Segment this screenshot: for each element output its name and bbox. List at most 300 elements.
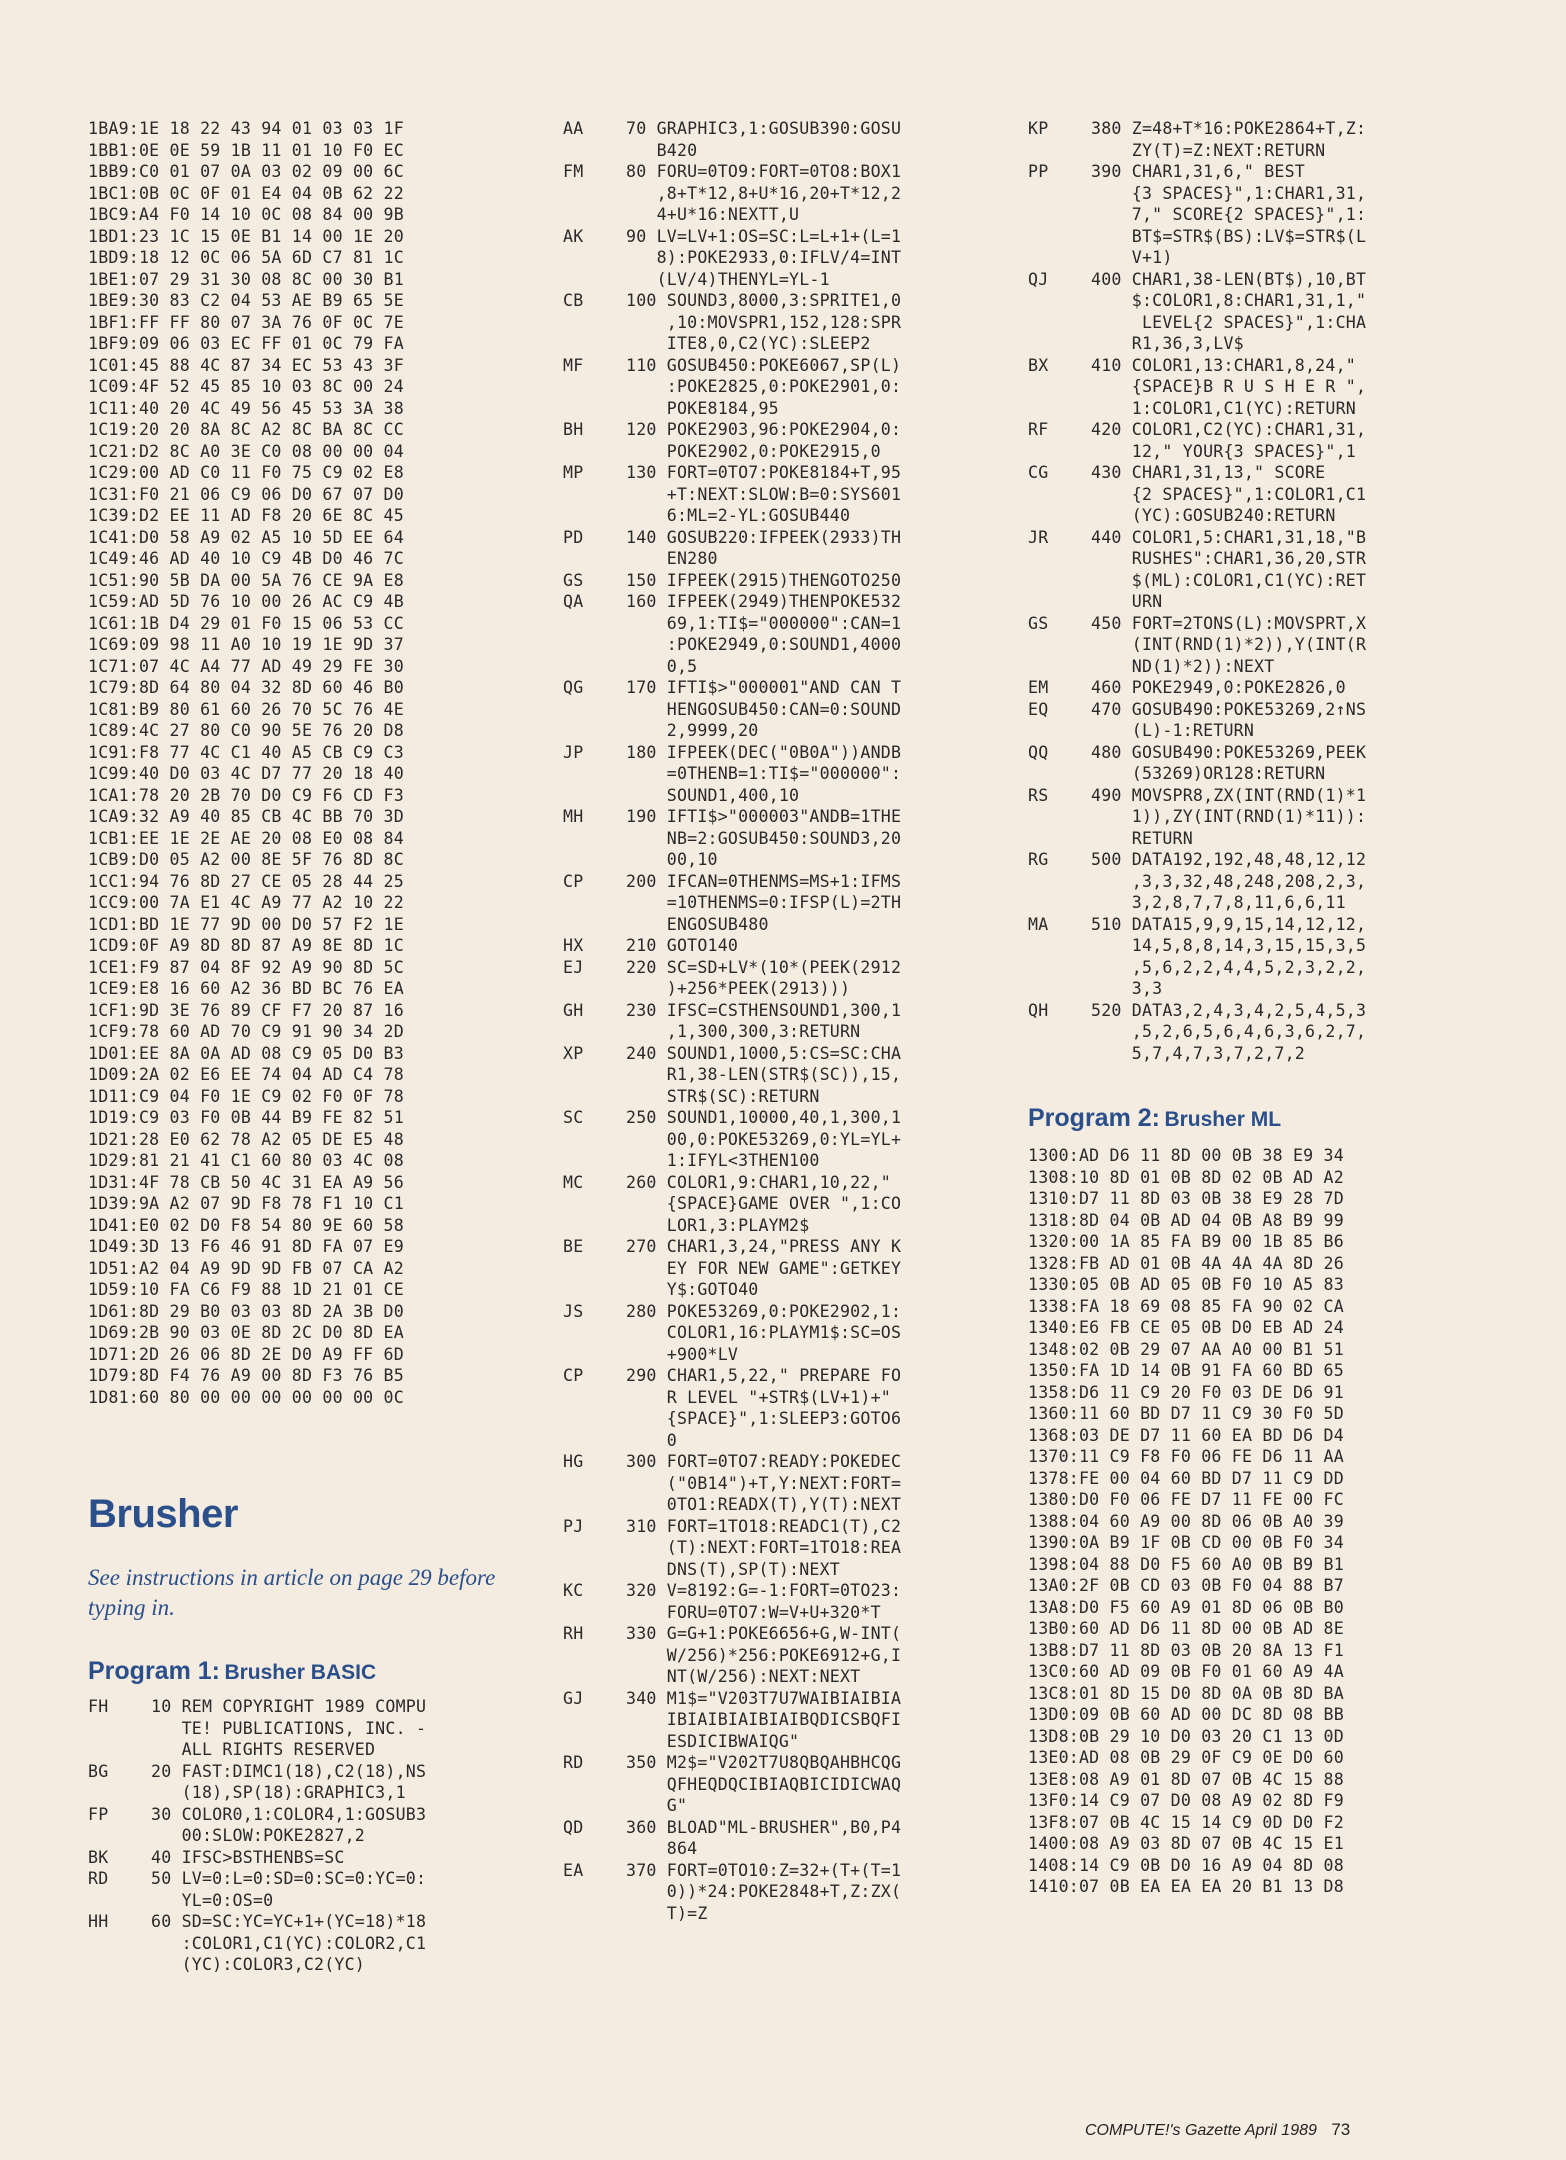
basic-line <box>88 1911 528 1933</box>
hex-line: 1BC1:0B 0C 0F 01 E4 04 0B 62 22 <box>88 183 404 203</box>
basic-line-continuation: BT$=STR$(BS):LV$=STR$(L <box>1091 226 1367 246</box>
basic-line-continuation: 4+U*16:NEXTT,U <box>626 205 800 224</box>
basic-line-continuation: (L)-1:RETURN <box>1091 721 1255 740</box>
basic-line-text: 450 FORT=2TONS(L):MOVSPRT,X <box>1091 613 1367 633</box>
checksum-code: GS <box>1028 613 1049 633</box>
checksum-code: CP <box>563 1366 584 1385</box>
basic-line-text: 40 IFSC>BSTHENBS=SC <box>151 1847 345 1867</box>
hex-line: 1C61:1B D4 29 01 F0 15 06 53 CC <box>88 613 404 633</box>
basic-line <box>1028 677 1488 699</box>
basic-line-continuation: {SPACE}",1:SLEEP3:GOTO6 <box>626 1409 902 1428</box>
hex-line: 1BE1:07 29 31 30 08 8C 00 30 B1 <box>88 269 404 289</box>
hex-line: 1C31:F0 21 06 C9 06 D0 67 07 D0 <box>88 484 404 504</box>
basic-line <box>1028 914 1488 936</box>
basic-line-text: 460 POKE2949,0:POKE2826,0 <box>1091 678 1346 697</box>
basic-line-continuation: Y$:GOTO40 <box>626 1280 759 1299</box>
basic-line-text: 240 SOUND1,1000,5:CS=SC:CHA <box>626 1043 902 1063</box>
right-column <box>1028 118 1488 1898</box>
basic-line <box>563 1172 1003 1194</box>
basic-line-continuation: ENGOSUB480 <box>626 914 769 934</box>
basic-line-continuation: 5,7,4,7,3,7,2,7,2 <box>1091 1043 1305 1063</box>
program1-heading <box>88 1657 528 1686</box>
basic-line-continuation: (53269)OR128:RETURN <box>1091 764 1326 783</box>
checksum-code: FH <box>88 1697 109 1716</box>
ml-hex-line: 1348:02 0B 29 07 AA A0 00 B1 51 <box>1028 1339 1344 1359</box>
hex-line: 1CD1:BD 1E 77 9D 00 D0 57 F2 1E <box>88 914 404 934</box>
basic-line-continuation: ND(1)*2)):NEXT <box>1091 656 1275 676</box>
checksum-code: RD <box>88 1869 109 1888</box>
basic-line <box>563 118 1003 140</box>
basic-line-text: 30 COLOR0,1:COLOR4,1:GOSUB3 <box>151 1804 427 1824</box>
basic-line-continuation: TE! PUBLICATIONS, INC. - <box>151 1718 427 1738</box>
basic-line-text: 320 V=8192:G=-1:FORT=0TO23: <box>626 1581 902 1600</box>
hex-line: 1D11:C9 04 F0 1E C9 02 F0 0F 78 <box>88 1086 404 1106</box>
checksum-code: MH <box>563 807 584 826</box>
basic-line-continuation: NB=2:GOSUB450:SOUND3,20 <box>626 828 902 848</box>
hex-line: 1C19:20 20 8A 8C A2 8C BA 8C CC <box>88 420 404 439</box>
basic-line-text: 340 M1$="V203T7U7WAIBIAIBIA <box>626 1688 902 1708</box>
basic-line-text: 50 LV=0:L=0:SD=0:SC=0:YC=0: <box>151 1869 427 1888</box>
basic-line-continuation: 8):POKE2933,0:IFLV/4=INT <box>626 248 902 267</box>
basic-line-text: 260 COLOR1,9:CHAR1,10,22," <box>626 1172 891 1192</box>
basic-line <box>563 355 1003 377</box>
checksum-code: QD <box>563 1817 584 1837</box>
basic-line-continuation: 14,5,8,8,14,3,15,15,3,5 <box>1091 936 1367 955</box>
checksum-code: XP <box>563 1043 584 1063</box>
basic-line-continuation: EN280 <box>626 549 718 568</box>
ml-hex-line: 1408:14 C9 0B D0 16 A9 04 8D 08 <box>1028 1855 1344 1875</box>
hex-line: 1CD9:0F A9 8D 8D 87 A9 8E 8D 1C <box>88 936 404 955</box>
basic-line-text: 230 IFSC=CSTHENSOUND1,300,1 <box>626 1000 902 1020</box>
hex-line: 1C39:D2 EE 11 AD F8 20 6E 8C 45 <box>88 506 404 525</box>
left-column <box>88 118 528 1976</box>
hex-line: 1BB9:C0 01 07 0A 03 02 09 00 6C <box>88 162 404 181</box>
basic-line <box>1028 355 1488 377</box>
basic-line-continuation: STR$(SC):RETURN <box>626 1086 820 1106</box>
checksum-code: QJ <box>1028 269 1049 289</box>
checksum-code: RS <box>1028 785 1049 805</box>
hex-line: 1C29:00 AD C0 11 F0 75 C9 02 E8 <box>88 463 404 482</box>
ml-hex-line: 1318:8D 04 0B AD 04 0B A8 B9 99 <box>1028 1210 1344 1230</box>
basic-line-text: 310 FORT=1TO18:READC1(T),C2 <box>626 1516 902 1536</box>
ml-hex-line: 1308:10 8D 01 0B 8D 02 0B AD A2 <box>1028 1167 1344 1187</box>
ml-hex-listing <box>1028 1145 1488 1898</box>
program1-label: Program 1: <box>88 1657 220 1685</box>
checksum-code: FM <box>563 162 584 181</box>
basic-line <box>563 1516 1003 1538</box>
checksum-code: MA <box>1028 914 1049 934</box>
basic-line <box>563 1451 1003 1473</box>
basic-line-continuation: IBIAIBIAIBIAIBQDICSBQFI <box>626 1710 902 1729</box>
article-title: Brusher <box>88 1492 238 1536</box>
ml-hex-line: 1380:D0 F0 06 FE D7 11 FE 00 FC <box>1028 1490 1344 1509</box>
ml-hex-line: 13F0:14 C9 07 D0 08 A9 02 8D F9 <box>1028 1791 1344 1810</box>
basic-line <box>563 1817 1003 1839</box>
hex-line: 1D69:2B 90 03 0E 8D 2C D0 8D EA <box>88 1323 404 1342</box>
basic-line-text: 160 IFPEEK(2949)THENPOKE532 <box>626 592 902 611</box>
basic-line-continuation: +900*LV <box>626 1344 739 1364</box>
hex-line: 1BF1:FF FF 80 07 3A 76 0F 0C 7E <box>88 312 404 332</box>
basic-line <box>563 1043 1003 1065</box>
basic-line-text: 290 CHAR1,5,22," PREPARE FO <box>626 1366 902 1385</box>
basic-line-continuation: 0 <box>626 1430 677 1450</box>
basic-line <box>563 935 1003 957</box>
basic-line-continuation: NT(W/256):NEXT:NEXT <box>626 1667 861 1686</box>
basic-line-text: 420 COLOR1,C2(YC):CHAR1,31, <box>1091 420 1367 439</box>
ml-hex-line: 1330:05 0B AD 05 0B F0 10 A5 83 <box>1028 1275 1344 1294</box>
hex-line: 1C71:07 4C A4 77 AD 49 29 FE 30 <box>88 656 404 676</box>
basic-line <box>1028 419 1488 441</box>
hex-line: 1D19:C9 03 F0 0B 44 B9 FE 82 51 <box>88 1108 404 1127</box>
ml-hex-line: 1370:11 C9 F8 F0 06 FE D6 11 AA <box>1028 1447 1344 1466</box>
basic-line-continuation: LOR1,3:PLAYM2$ <box>626 1215 810 1235</box>
basic-line-continuation: (YC):GOSUB240:RETURN <box>1091 506 1336 525</box>
basic-line-text: 140 GOSUB220:IFPEEK(2933)TH <box>626 527 902 547</box>
basic-line-text: 330 G=G+1:POKE6656+G,W-INT( <box>626 1624 902 1643</box>
checksum-code: EQ <box>1028 699 1049 719</box>
hex-line: 1CF9:78 60 AD 70 C9 91 90 34 2D <box>88 1022 404 1041</box>
checksum-code: BG <box>88 1761 109 1781</box>
basic-line-continuation: DNS(T),SP(T):NEXT <box>626 1559 840 1579</box>
basic-line-text: 360 BLOAD"ML-BRUSHER",B0,P4 <box>626 1817 902 1837</box>
hex-line: 1C79:8D 64 80 04 32 8D 60 46 B0 <box>88 678 404 697</box>
basic-line <box>563 290 1003 312</box>
basic-line-continuation: $:COLOR1,8:CHAR1,31,1," <box>1091 291 1367 310</box>
basic-line-continuation: 00:SLOW:POKE2827,2 <box>151 1826 365 1845</box>
program1-name: Brusher BASIC <box>224 1661 377 1684</box>
basic-line <box>563 226 1003 248</box>
basic-line-continuation: FORU=0TO7:W=V+U+320*T <box>626 1602 881 1622</box>
basic-line <box>563 1236 1003 1258</box>
middle-column <box>563 118 1003 1924</box>
checksum-code: HH <box>88 1912 109 1931</box>
hex-line: 1D29:81 21 41 C1 60 80 03 4C 08 <box>88 1151 404 1170</box>
checksum-code: MC <box>563 1172 584 1192</box>
basic-line <box>563 1107 1003 1129</box>
ml-hex-line: 1320:00 1A 85 FA B9 00 1B 85 B6 <box>1028 1232 1344 1251</box>
hex-line: 1C51:90 5B DA 00 5A 76 CE 9A E8 <box>88 570 404 590</box>
basic-line-continuation: B420 <box>626 140 698 160</box>
checksum-code: CB <box>563 291 584 310</box>
checksum-code: CG <box>1028 463 1049 482</box>
checksum-code: RF <box>1028 420 1049 439</box>
hex-line: 1D59:10 FA C6 F9 88 1D 21 01 CE <box>88 1280 404 1299</box>
basic-line <box>563 957 1003 979</box>
basic-line-text: 490 MOVSPR8,ZX(INT(RND(1)*1 <box>1091 785 1367 805</box>
ml-hex-line: 1350:FA 1D 14 0B 91 FA 60 BD 65 <box>1028 1361 1344 1380</box>
checksum-code: BK <box>88 1847 109 1867</box>
basic-line-text: 90 LV=LV+1:OS=SC:L=L+1+(L=1 <box>626 226 902 246</box>
hex-line: 1C89:4C 27 80 C0 90 5E 76 20 D8 <box>88 721 404 740</box>
basic-line-continuation: 0TO1:READX(T),Y(T):NEXT <box>626 1495 902 1514</box>
basic-line <box>563 1365 1003 1387</box>
checksum-code: JP <box>563 742 584 762</box>
hex-dump-listing <box>88 118 528 1408</box>
basic-line-continuation: ,1,300,300,3:RETURN <box>626 1022 861 1041</box>
basic-line <box>1028 613 1488 635</box>
basic-line-continuation: =10THENMS=0:IFSP(L)=2TH <box>626 893 902 912</box>
basic-line-text: 130 FORT=0TO7:POKE8184+T,95 <box>626 463 902 482</box>
ml-hex-line: 13C0:60 AD 09 0B F0 01 60 A9 4A <box>1028 1662 1344 1681</box>
basic-line-text: 480 GOSUB490:POKE53269,PEEK <box>1091 742 1367 762</box>
basic-line-continuation: {2 SPACES}",1:COLOR1,C1 <box>1091 484 1367 504</box>
ml-hex-line: 13B0:60 AD D6 11 8D 00 0B AD 8E <box>1028 1619 1344 1638</box>
hex-line: 1D49:3D 13 F6 46 91 8D FA 07 E9 <box>88 1237 404 1256</box>
basic-line <box>563 1688 1003 1710</box>
basic-listing-part-1 <box>88 1696 528 1976</box>
basic-line-continuation: W/256)*256:POKE6912+G,I <box>626 1645 902 1665</box>
checksum-code: FP <box>88 1804 109 1824</box>
hex-line: 1CA1:78 20 2B 70 D0 C9 F6 CD F3 <box>88 785 404 805</box>
basic-line-continuation: ,8+T*12,8+U*16,20+T*12,2 <box>626 183 902 203</box>
ml-hex-line: 13B8:D7 11 8D 03 0B 20 8A 13 F1 <box>1028 1640 1344 1660</box>
basic-line-text: 430 CHAR1,31,13," SCORE <box>1091 463 1326 482</box>
basic-line-text: 280 POKE53269,0:POKE2902,1: <box>626 1301 902 1321</box>
checksum-code: GS <box>563 570 584 590</box>
basic-line-continuation: 00,10 <box>626 850 718 869</box>
basic-line-continuation: 7," SCORE{2 SPACES}",1: <box>1091 205 1367 224</box>
basic-line <box>563 161 1003 183</box>
checksum-code: AK <box>563 226 584 246</box>
hex-line: 1C01:45 88 4C 87 34 EC 53 43 3F <box>88 355 404 375</box>
basic-line <box>563 677 1003 699</box>
basic-line-continuation: (INT(RND(1)*2)),Y(INT(R <box>1091 635 1367 654</box>
basic-line-text: 220 SC=SD+LV*(10*(PEEK(2912 <box>626 957 902 977</box>
hex-line: 1D61:8D 29 B0 03 03 8D 2A 3B D0 <box>88 1301 404 1321</box>
hex-line: 1CC1:94 76 8D 27 CE 05 28 44 25 <box>88 871 404 891</box>
checksum-code: EJ <box>563 957 584 977</box>
basic-line <box>563 527 1003 549</box>
basic-line <box>563 806 1003 828</box>
hex-line: 1C11:40 20 4C 49 56 45 53 3A 38 <box>88 398 404 418</box>
basic-line-continuation: RUSHES":CHAR1,36,20,STR <box>1091 549 1367 568</box>
ml-hex-line: 1368:03 DE D7 11 60 EA BD D6 D4 <box>1028 1425 1344 1445</box>
hex-line: 1C69:09 98 11 A0 10 19 1E 9D 37 <box>88 635 404 654</box>
basic-line-continuation: HENGOSUB450:CAN=0:SOUND <box>626 699 902 719</box>
checksum-code: RD <box>563 1753 584 1772</box>
checksum-code: QG <box>563 678 584 697</box>
basic-line-text: 510 DATA15,9,9,15,14,12,12, <box>1091 914 1367 934</box>
basic-line-continuation: ,3,3,32,48,248,208,2,3, <box>1091 871 1367 891</box>
hex-line: 1BD1:23 1C 15 0E B1 14 00 1E 20 <box>88 226 404 246</box>
basic-line-text: 470 GOSUB490:POKE53269,2↑NS <box>1091 699 1367 719</box>
checksum-code: QH <box>1028 1000 1049 1020</box>
basic-line-continuation: 3,2,8,7,7,8,11,6,6,11 <box>1091 893 1346 912</box>
basic-line <box>1028 849 1488 871</box>
basic-line-continuation: 69,1:TI$="000000":CAN=1 <box>626 613 902 633</box>
basic-line <box>88 1868 528 1890</box>
basic-line-continuation: {SPACE}GAME OVER ",1:CO <box>626 1194 902 1213</box>
basic-line-continuation: :POKE2825,0:POKE2901,0: <box>626 377 902 396</box>
checksum-code: RG <box>1028 850 1049 869</box>
basic-line <box>88 1696 528 1718</box>
basic-line-continuation: QFHEQDQCIBIAQBICIDICWAQ <box>626 1774 902 1794</box>
page-footer <box>1085 2120 1505 2140</box>
basic-line-continuation: EY FOR NEW GAME":GETKEY <box>626 1258 902 1278</box>
hex-line: 1D41:E0 02 D0 F8 54 80 9E 60 58 <box>88 1215 404 1235</box>
hex-line: 1D01:EE 8A 0A AD 08 C9 05 D0 B3 <box>88 1043 404 1063</box>
hex-line: 1C99:40 D0 03 4C D7 77 20 18 40 <box>88 764 404 783</box>
hex-line: 1BC9:A4 F0 14 10 0C 08 84 00 9B <box>88 205 404 224</box>
basic-line-text: 120 POKE2903,96:POKE2904,0: <box>626 420 902 439</box>
basic-line-text: 170 IFTI$>"000001"AND CAN T <box>626 678 902 697</box>
basic-line-continuation: R LEVEL "+STR$(LV+1)+" <box>626 1387 891 1407</box>
ml-hex-line: 13F8:07 0B 4C 15 14 C9 0D D0 F2 <box>1028 1812 1344 1832</box>
basic-line <box>1028 742 1488 764</box>
basic-line-continuation: 1:IFYL<3THEN100 <box>626 1151 820 1170</box>
basic-line <box>1028 118 1488 140</box>
ml-hex-line: 13A8:D0 F5 60 A9 01 8D 06 0B B0 <box>1028 1597 1344 1617</box>
basic-line-continuation: COLOR1,16:PLAYM1$:SC=OS <box>626 1323 902 1342</box>
basic-line <box>88 1804 528 1826</box>
hex-line: 1C21:D2 8C A0 3E C0 08 00 00 04 <box>88 441 404 461</box>
basic-line-text: 520 DATA3,2,4,3,4,2,5,4,5,3 <box>1091 1000 1367 1020</box>
basic-line <box>563 1860 1003 1882</box>
basic-line <box>563 742 1003 764</box>
basic-line-continuation: {SPACE}B R U S H E R ", <box>1091 377 1367 396</box>
basic-line <box>1028 699 1488 721</box>
basic-line-continuation: URN <box>1091 592 1163 611</box>
hex-line: 1CF1:9D 3E 76 89 CF F7 20 87 16 <box>88 1000 404 1020</box>
basic-line-continuation: (YC):COLOR3,C2(YC) <box>151 1955 365 1974</box>
basic-line <box>563 591 1003 613</box>
checksum-code: QQ <box>1028 742 1049 762</box>
basic-line-continuation: ,5,2,6,5,6,4,6,3,6,2,7, <box>1091 1022 1367 1041</box>
basic-line-text: 390 CHAR1,31,6," BEST <box>1091 162 1305 181</box>
checksum-code: PP <box>1028 162 1049 181</box>
basic-line-continuation: 0,5 <box>626 656 698 676</box>
checksum-code: SC <box>563 1108 584 1127</box>
basic-line-text: 70 GRAPHIC3,1:GOSUB390:GOSU <box>626 119 902 138</box>
hex-line: 1CC9:00 7A E1 4C A9 77 A2 10 22 <box>88 893 404 912</box>
hex-line: 1C81:B9 80 61 60 26 70 5C 76 4E <box>88 699 404 719</box>
basic-line-text: 300 FORT=0TO7:READY:POKEDEC <box>626 1452 902 1471</box>
ml-hex-line: 1378:FE 00 04 60 BD D7 11 C9 DD <box>1028 1468 1344 1488</box>
hex-line: 1CE9:E8 16 60 A2 36 BD BC 76 EA <box>88 979 404 998</box>
ml-hex-line: 1338:FA 18 69 08 85 FA 90 02 CA <box>1028 1296 1344 1316</box>
basic-line <box>563 1000 1003 1022</box>
hex-line: 1D51:A2 04 A9 9D 9D FB 07 CA A2 <box>88 1258 404 1278</box>
basic-line <box>1028 785 1488 807</box>
basic-line-continuation: 6:ML=2-YL:GOSUB440 <box>626 506 851 525</box>
basic-line <box>1028 527 1488 549</box>
issue-date: April 1989 <box>1244 2122 1317 2139</box>
basic-line-continuation: 1:COLOR1,C1(YC):RETURN <box>1091 398 1356 418</box>
program2-heading <box>1028 1104 1488 1133</box>
basic-line-continuation: LEVEL{2 SPACES}",1:CHA <box>1091 312 1367 332</box>
basic-line-continuation: 00,0:POKE53269,0:YL=YL+ <box>626 1129 902 1149</box>
checksum-code: PJ <box>563 1516 584 1536</box>
basic-line-continuation: 3,3 <box>1091 979 1163 998</box>
ml-hex-line: 1398:04 88 D0 F5 60 A0 0B B9 B1 <box>1028 1554 1344 1574</box>
basic-line-continuation: ("0B14")+T,Y:NEXT:FORT= <box>626 1473 902 1493</box>
basic-line-continuation: (T):NEXT:FORT=1TO18:REA <box>626 1538 902 1557</box>
checksum-code: EM <box>1028 678 1049 697</box>
hex-line: 1D21:28 E0 62 78 A2 05 DE E5 48 <box>88 1129 404 1149</box>
hex-line: 1C91:F8 77 4C C1 40 A5 CB C9 C3 <box>88 742 404 762</box>
basic-line <box>563 1623 1003 1645</box>
basic-line <box>563 1580 1003 1602</box>
basic-line-continuation: SOUND1,400,10 <box>626 785 800 805</box>
checksum-code: GH <box>563 1000 584 1020</box>
ml-hex-line: 13D8:0B 29 10 D0 03 20 C1 13 0D <box>1028 1726 1344 1746</box>
basic-line <box>563 871 1003 893</box>
basic-line-continuation: YL=0:OS=0 <box>151 1890 274 1910</box>
ml-hex-line: 13A0:2F 0B CD 03 0B F0 04 88 B7 <box>1028 1576 1344 1595</box>
basic-line-continuation: =0THENB=1:TI$="000000": <box>626 764 902 783</box>
basic-line-continuation: ZY(T)=Z:NEXT:RETURN <box>1091 140 1326 160</box>
hex-line: 1BF9:09 06 03 EC FF 01 0C 79 FA <box>88 334 404 353</box>
basic-line <box>1028 269 1488 291</box>
basic-line-text: 60 SD=SC:YC=YC+1+(YC=18)*18 <box>151 1912 427 1931</box>
basic-line-text: 150 IFPEEK(2915)THENGOTO250 <box>626 570 902 590</box>
checksum-code: CP <box>563 871 584 891</box>
checksum-code: MF <box>563 355 584 375</box>
hex-line: 1CB9:D0 05 A2 00 8E 5F 76 8D 8C <box>88 850 404 869</box>
ml-hex-line: 13C8:01 8D 15 D0 8D 0A 0B 8D BA <box>1028 1683 1344 1703</box>
program2-name: Brusher ML <box>1164 1108 1282 1131</box>
checksum-code: BH <box>563 420 584 439</box>
magazine-name: COMPUTE!'s Gazette <box>1085 2122 1241 2139</box>
checksum-code: JR <box>1028 527 1049 547</box>
program2-label: Program 2: <box>1028 1104 1160 1132</box>
hex-line: 1BA9:1E 18 22 43 94 01 03 03 1F <box>88 119 404 138</box>
basic-line-continuation: R1,36,3,LV$ <box>1091 334 1244 353</box>
basic-line-text: 200 IFCAN=0THENMS=MS+1:IFMS <box>626 871 902 891</box>
basic-line-continuation: (18),SP(18):GRAPHIC3,1 <box>151 1783 406 1802</box>
ml-hex-line: 13D0:09 0B 60 AD 00 DC 8D 08 BB <box>1028 1705 1344 1724</box>
basic-line-continuation: +T:NEXT:SLOW:B=0:SYS601 <box>626 484 902 504</box>
basic-listing-part-2 <box>563 118 1003 1924</box>
basic-line <box>88 1761 528 1783</box>
basic-line-continuation: :POKE2949,0:SOUND1,4000 <box>626 635 902 654</box>
hex-line: 1CE1:F9 87 04 8F 92 A9 90 8D 5C <box>88 957 404 977</box>
basic-line-continuation: POKE8184,95 <box>626 398 779 418</box>
basic-line-continuation: 12," YOUR{3 SPACES}",1 <box>1091 441 1356 461</box>
checksum-code: PD <box>563 527 584 547</box>
checksum-code: HG <box>563 1452 584 1471</box>
hex-line: 1C49:46 AD 40 10 C9 4B D0 46 7C <box>88 549 404 568</box>
ml-hex-line: 13E8:08 A9 01 8D 07 0B 4C 15 88 <box>1028 1769 1344 1789</box>
basic-line-text: 350 M2$="V202T7U8QBQAHBHCQG <box>626 1753 902 1772</box>
basic-line-text: 210 GOTO140 <box>626 936 739 955</box>
basic-line-text: 380 Z=48+T*16:POKE2864+T,Z: <box>1091 119 1367 138</box>
ml-hex-line: 13E0:AD 08 0B 29 0F C9 0E D0 60 <box>1028 1748 1344 1767</box>
basic-line-continuation: T)=Z <box>626 1903 708 1923</box>
checksum-code: MP <box>563 463 584 482</box>
basic-line-text: 190 IFTI$>"000003"ANDB=1THE <box>626 807 902 826</box>
basic-line-continuation: ALL RIGHTS RESERVED <box>151 1740 376 1759</box>
ml-hex-line: 1388:04 60 A9 00 8D 06 0B A0 39 <box>1028 1511 1344 1531</box>
basic-line <box>563 462 1003 484</box>
basic-listing-part-3 <box>1028 118 1488 1064</box>
ml-hex-line: 1340:E6 FB CE 05 0B D0 EB AD 24 <box>1028 1318 1344 1337</box>
hex-line: 1BD9:18 12 0C 06 5A 6D C7 81 1C <box>88 248 404 267</box>
basic-line-continuation: 0))*24:POKE2848+T,Z:ZX( <box>626 1882 902 1901</box>
basic-line <box>563 1752 1003 1774</box>
basic-line <box>563 419 1003 441</box>
typing-instructions: See instructions in article on page 29 before typing in. <box>88 1565 496 1620</box>
hex-line: 1D39:9A A2 07 9D F8 78 F1 10 C1 <box>88 1194 404 1213</box>
page-number: 73 <box>1331 2120 1351 2139</box>
basic-line-text: 180 IFPEEK(DEC("0B0A"))ANDB <box>626 742 902 762</box>
basic-line <box>1028 161 1488 183</box>
ml-hex-line: 1410:07 0B EA EA EA 20 B1 13 D8 <box>1028 1877 1344 1896</box>
basic-line-continuation: POKE2902,0:POKE2915,0 <box>626 441 881 461</box>
basic-line-continuation: ,5,6,2,2,4,4,5,2,3,2,2, <box>1091 957 1367 977</box>
hex-line: 1C59:AD 5D 76 10 00 26 AC C9 4B <box>88 592 404 611</box>
hex-line: 1D09:2A 02 E6 EE 74 04 AD C4 78 <box>88 1065 404 1084</box>
